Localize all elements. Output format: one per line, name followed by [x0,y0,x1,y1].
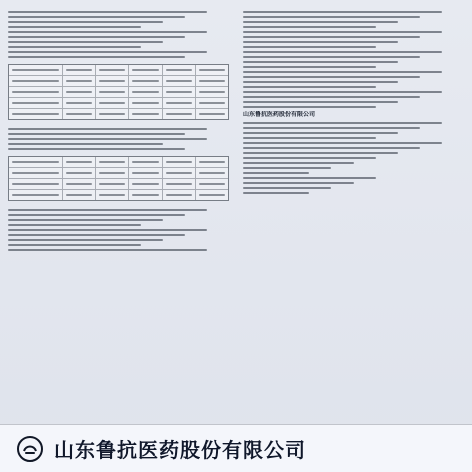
text-line [243,16,420,18]
text-line [243,157,376,159]
text-line [243,127,420,129]
text-line [243,96,420,98]
text-line [8,21,163,23]
left-table-2 [8,156,229,201]
text-line [243,192,309,194]
text-line [8,36,185,38]
text-line [8,46,141,48]
text-line [243,147,420,149]
company-name: 山东鲁抗医药股份有限公司 [54,438,306,462]
text-line [8,41,163,43]
text-line [8,219,163,221]
text-line [243,182,354,184]
text-line [8,31,207,33]
text-line [243,71,442,73]
text-line [243,61,398,63]
text-line [8,239,163,241]
section-heading: 山东鲁抗医药股份有限公司 [243,111,316,118]
text-line [243,152,398,154]
text-line [243,132,398,134]
text-line [243,41,398,43]
text-line [243,66,376,68]
text-line [243,162,354,164]
right-column [241,6,466,420]
text-line [8,214,185,216]
text-line [243,187,331,189]
text-line [243,86,376,88]
text-line [8,234,185,236]
text-line [243,137,376,139]
text-line [8,143,163,145]
text-line [243,81,398,83]
text-line [243,21,398,23]
text-line [243,11,442,13]
left-table [8,64,229,120]
text-line [8,138,207,140]
text-line [8,133,185,135]
text-line [8,244,141,246]
text-line [8,11,207,13]
text-line [243,91,442,93]
text-line [8,148,185,150]
text-line [243,106,376,108]
text-line [243,172,309,174]
text-line [243,36,420,38]
left-column [6,6,231,420]
text-line [8,16,185,18]
text-line [8,26,141,28]
text-line [243,31,442,33]
text-line [243,26,376,28]
text-line [243,56,420,58]
footer-bar [0,424,472,472]
company-logo-svg [16,435,44,463]
text-line [8,128,207,130]
company-logo-icon [16,435,44,463]
text-line [243,142,442,144]
text-line [243,51,442,53]
text-line [243,122,442,124]
text-columns [6,6,466,420]
text-line [8,249,207,251]
text-line [8,229,207,231]
text-line [8,56,185,58]
text-line [8,224,141,226]
text-line [8,51,207,53]
text-line [243,46,376,48]
text-line [243,167,331,169]
text-line [243,177,376,179]
text-line [243,76,420,78]
text-line [8,209,207,211]
text-line [243,101,398,103]
